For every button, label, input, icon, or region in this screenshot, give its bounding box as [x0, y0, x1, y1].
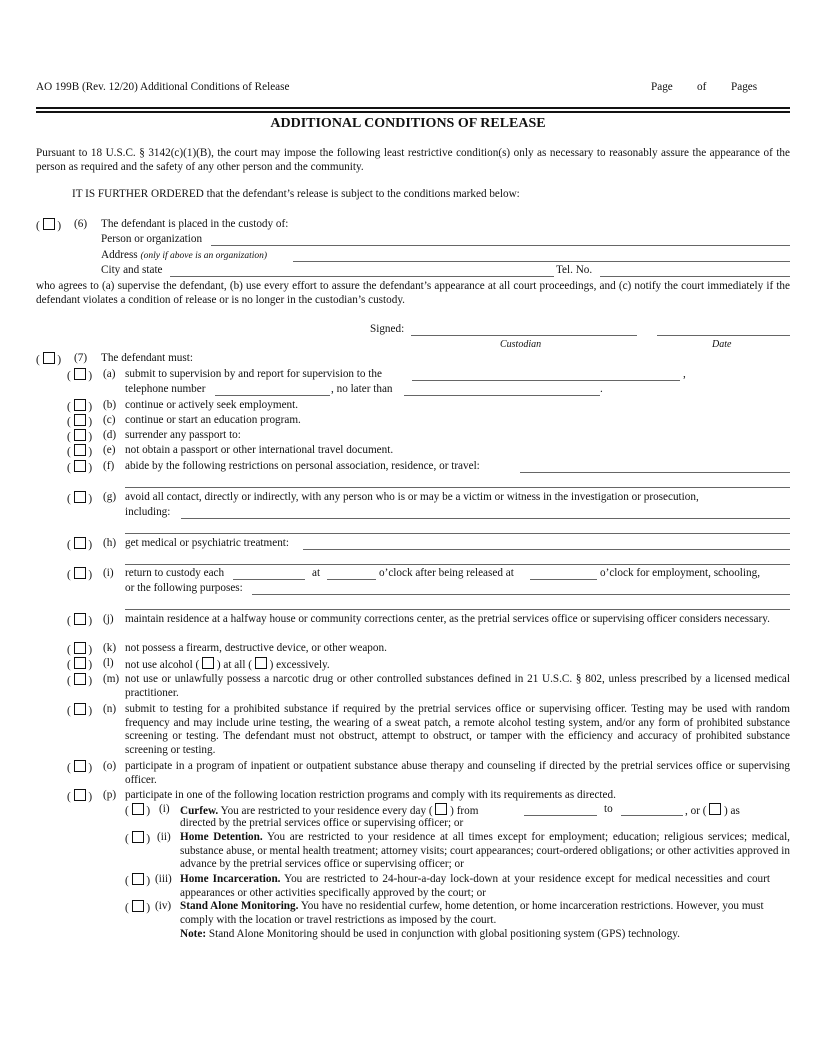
sub-iv-checkbox-wrap[interactable]: ( )	[125, 902, 151, 914]
item-g-label: (g)	[103, 491, 117, 503]
item-h-checkbox-wrap[interactable]: ( )	[67, 539, 93, 551]
stand-alone-monitoring-text: Stand Alone Monitoring. You have no residential curfew, home detention, or home incarceration restrictions. However, you must comply with the location or travel restrictions as imposed by the court.	[180, 900, 764, 926]
item-j-label: (j)	[103, 613, 114, 625]
item-g-including: including:	[125, 506, 171, 518]
item-d-checkbox-wrap[interactable]: ( )	[67, 431, 93, 443]
item-k-checkbox-wrap[interactable]: ( )	[67, 644, 93, 656]
treatment-field[interactable]	[303, 549, 790, 550]
item-c-text: continue or start an education program.	[125, 414, 301, 426]
home-detention-checkbox[interactable]	[132, 831, 144, 843]
telephone-field[interactable]	[215, 395, 330, 396]
condition-6-number: (6)	[74, 218, 88, 230]
item-p-text: participate in one of the following location restriction programs and comply with its requirements as directed.	[125, 789, 616, 801]
item-i-after: o’clock after being released at	[379, 567, 514, 579]
curfew-to-field[interactable]	[621, 815, 683, 816]
condition-6-checkbox-wrap[interactable]: ( )	[36, 220, 62, 232]
item-n-text: submit to testing for a prohibited substance if required by the pretrial services office or supervising officer. Testing may be used with random frequency and may include urine testing, the wearing of a sweat patch, a remote alcohol testing system, and/or any form of prohibited substance screening or testing. The defendant must not obstruct, attempt to obstruct, or tamper with the efficiency and accuracy of prohibited substance screening or testing.	[125, 703, 790, 757]
no-contact-field-2[interactable]	[125, 533, 790, 534]
page-label: Page	[651, 81, 673, 93]
treatment-field-2[interactable]	[125, 564, 790, 565]
item-b-checkbox[interactable]	[74, 399, 86, 411]
curfew-from-field[interactable]	[524, 815, 597, 816]
curfew-checkbox[interactable]	[132, 803, 144, 815]
item-b-label: (b)	[103, 399, 117, 411]
pages-label: Pages	[731, 81, 758, 93]
item-i-text: return to custody each	[125, 567, 225, 579]
item-e-label: (e)	[103, 444, 116, 456]
item-g-checkbox-wrap[interactable]: ( )	[67, 493, 93, 505]
item-j-checkbox-wrap[interactable]: ( )	[67, 615, 93, 627]
supervision-officer-field[interactable]	[412, 380, 680, 381]
condition-7-checkbox-wrap[interactable]: ( )	[36, 354, 62, 366]
signed-label: Signed:	[370, 323, 405, 335]
item-f-label: (f)	[103, 460, 115, 472]
sub-iii-label: (iii)	[155, 873, 172, 885]
item-c-checkbox[interactable]	[74, 414, 86, 426]
city-field[interactable]	[170, 276, 554, 277]
curfew-to-label: to	[604, 803, 613, 815]
alcohol-excessively-checkbox[interactable]	[255, 657, 267, 669]
item-j-checkbox[interactable]	[74, 613, 86, 625]
item-g-checkbox[interactable]	[74, 491, 86, 503]
item-i-at: at	[312, 567, 321, 579]
release-time-field[interactable]	[530, 579, 597, 580]
purposes-field[interactable]	[252, 594, 790, 595]
item-d-text: surrender any passport to:	[125, 429, 241, 441]
item-i-checkbox[interactable]	[74, 567, 86, 579]
condition-7-checkbox[interactable]	[43, 352, 55, 364]
item-c-checkbox-wrap[interactable]: ( )	[67, 416, 93, 428]
item-n-checkbox[interactable]	[74, 703, 86, 715]
header-rule-bottom	[36, 111, 790, 113]
item-g-text: avoid all contact, directly or indirectly, with any person who is or may be a victim or witness in the investigation or prosecution,	[125, 491, 699, 503]
item-m-checkbox-wrap[interactable]: ( )	[67, 675, 93, 687]
item-m-checkbox[interactable]	[74, 673, 86, 685]
curfew-as-directed-checkbox[interactable]	[709, 803, 721, 815]
address-field[interactable]	[293, 261, 790, 262]
curfew-text: Curfew. You are restricted to your residence every day ( ) from	[180, 805, 479, 817]
item-k-label: (k)	[103, 642, 117, 654]
curfew-or-text: , or ( ) as	[685, 805, 740, 817]
condition-6-checkbox[interactable]	[43, 218, 55, 230]
condition-7-text: The defendant must:	[101, 352, 193, 364]
item-a-comma: ,	[683, 368, 686, 380]
intro-paragraph: Pursuant to 18 U.S.C. § 3142(c)(1)(B), the court may impose the following least restrictive condition(s) only as necessary to reasonably assure the appearance of the person as required and the safety of any other person and the community.	[36, 147, 790, 173]
custodian-caption: Custodian	[500, 339, 542, 350]
item-o-label: (o)	[103, 760, 117, 772]
sub-i-label: (i)	[159, 803, 170, 815]
item-f-checkbox-wrap[interactable]: ( )	[67, 462, 93, 474]
item-j-text: maintain residence at a halfway house or community corrections center, as the pretrial services office or supervising officer considers necessary.	[125, 613, 770, 625]
item-f-checkbox[interactable]	[74, 460, 86, 472]
address-label: Address (only if above is an organization)	[101, 249, 268, 261]
item-p-checkbox[interactable]	[74, 789, 86, 801]
custodian-agreement: who agrees to (a) supervise the defendant, (b) use every effort to assure the defendant’s appearance at all court proceedings, and (c) notify the court immediately if the defendant violates a condition of release or is no longer in the custodian’s custody.	[36, 280, 790, 306]
item-b-checkbox-wrap[interactable]: ( )	[67, 401, 93, 413]
item-l-label: (l)	[103, 657, 114, 669]
condition-7-number: (7)	[74, 352, 88, 364]
item-a-period: .	[600, 383, 603, 395]
sub-ii-checkbox-wrap[interactable]: ( )	[125, 833, 151, 845]
item-i-label: (i)	[103, 567, 114, 579]
item-i-purpose: o’clock for employment, schooling,	[600, 567, 761, 579]
item-m-text: not use or unlawfully possess a narcotic drug or other controlled substances defined in 21 U.S.C. § 802, unless prescribed by a licensed medical practitioner.	[125, 673, 790, 699]
sub-iii-checkbox-wrap[interactable]: ( )	[125, 875, 151, 887]
further-ordered: IT IS FURTHER ORDERED that the defendant’s release is subject to the conditions marked below:	[72, 188, 520, 200]
no-contact-field[interactable]	[181, 518, 790, 519]
item-m-label: (m)	[103, 673, 120, 685]
curfew-directed: directed by the pretrial services office or supervising officer; or	[180, 817, 464, 829]
home-incarceration-checkbox[interactable]	[132, 873, 144, 885]
item-b-text: continue or actively seek employment.	[125, 399, 299, 411]
telephone-label: telephone number	[125, 383, 206, 395]
item-n-checkbox-wrap[interactable]: ( )	[67, 705, 93, 717]
restrictions-field-2[interactable]	[125, 487, 790, 488]
item-a-checkbox[interactable]	[74, 368, 86, 380]
item-e-checkbox[interactable]	[74, 444, 86, 456]
stand-alone-monitoring-checkbox[interactable]	[132, 900, 144, 912]
condition-6-text: The defendant is placed in the custody of:	[101, 218, 289, 230]
sub-ii-label: (ii)	[157, 831, 171, 843]
item-i-following: or the following purposes:	[125, 582, 243, 594]
item-o-text: participate in a program of inpatient or outpatient substance abuse therapy and counseling if directed by the pretrial services office or supervising officer.	[125, 760, 790, 786]
item-d-checkbox[interactable]	[74, 429, 86, 441]
item-l-checkbox-wrap[interactable]: ( )	[67, 659, 93, 671]
custodian-signature-field[interactable]	[411, 335, 637, 336]
item-c-label: (c)	[103, 414, 116, 426]
curfew-every-day-checkbox[interactable]	[435, 803, 447, 815]
of-label: of	[697, 81, 707, 93]
signature-date-field[interactable]	[657, 335, 790, 336]
item-n-label: (n)	[103, 703, 117, 715]
person-label: Person or organization	[101, 233, 203, 245]
person-field[interactable]	[211, 245, 790, 246]
no-later-than-field[interactable]	[404, 395, 600, 396]
item-k-text: not possess a firearm, destructive device, or other weapon.	[125, 642, 387, 654]
sub-iv-label: (iv)	[155, 900, 172, 912]
custody-time-field[interactable]	[327, 579, 376, 580]
tel-field[interactable]	[600, 276, 790, 277]
no-later-than-label: , no later than	[331, 383, 393, 395]
custody-each-field[interactable]	[233, 579, 305, 580]
city-label: City and state	[101, 264, 163, 276]
page-title: ADDITIONAL CONDITIONS OF RELEASE	[270, 116, 546, 131]
alcohol-at-all-checkbox[interactable]	[202, 657, 214, 669]
sub-i-checkbox-wrap[interactable]: ( )	[125, 805, 151, 817]
item-p-label: (p)	[103, 789, 117, 801]
item-d-label: (d)	[103, 429, 117, 441]
item-e-text: not obtain a passport or other international travel document.	[125, 444, 394, 456]
item-a-text: submit to supervision by and report for supervision to the	[125, 368, 382, 380]
item-p-checkbox-wrap[interactable]: ( )	[67, 791, 93, 803]
home-detention-text: Home Detention. You are restricted to your residence at all times except for employment; education; religious services; medical, substance abuse, or mental health treatment; attorney visits; court appearances; court-ordered obligations; or other activities approved in advance by the pretrial services office or supervising officer; or	[180, 831, 790, 871]
item-a-checkbox-wrap[interactable]: ( )	[67, 370, 93, 382]
item-f-text: abide by the following restrictions on personal association, residence, or travel:	[125, 460, 480, 472]
date-caption: Date	[712, 339, 732, 350]
item-h-checkbox[interactable]	[74, 537, 86, 549]
tel-label: Tel. No.	[556, 264, 593, 276]
gps-note: Note: Stand Alone Monitoring should be used in conjunction with global positioning system (GPS) technology.	[180, 928, 680, 940]
item-e-checkbox-wrap[interactable]: ( )	[67, 446, 93, 458]
restrictions-field[interactable]	[520, 472, 790, 473]
header-rule-top	[36, 107, 790, 109]
item-h-label: (h)	[103, 537, 117, 549]
item-o-checkbox-wrap[interactable]: ( )	[67, 762, 93, 774]
form-id: AO 199B (Rev. 12/20) Additional Conditions of Release	[36, 81, 290, 93]
item-l-text: not use alcohol ( ) at all ( ) excessively.	[125, 659, 330, 671]
item-i-checkbox-wrap[interactable]: ( )	[67, 569, 93, 581]
item-k-checkbox[interactable]	[74, 642, 86, 654]
home-incarceration-text: Home Incarceration. You are restricted to 24-hour-a-day lock-down at your residence except for medical necessities and court appearances or other activities specifically approved by the court; or	[180, 873, 770, 899]
item-o-checkbox[interactable]	[74, 760, 86, 772]
item-l-checkbox[interactable]	[74, 657, 86, 669]
item-a-label: (a)	[103, 368, 116, 380]
purposes-field-2[interactable]	[125, 609, 790, 610]
item-h-text: get medical or psychiatric treatment:	[125, 537, 290, 549]
